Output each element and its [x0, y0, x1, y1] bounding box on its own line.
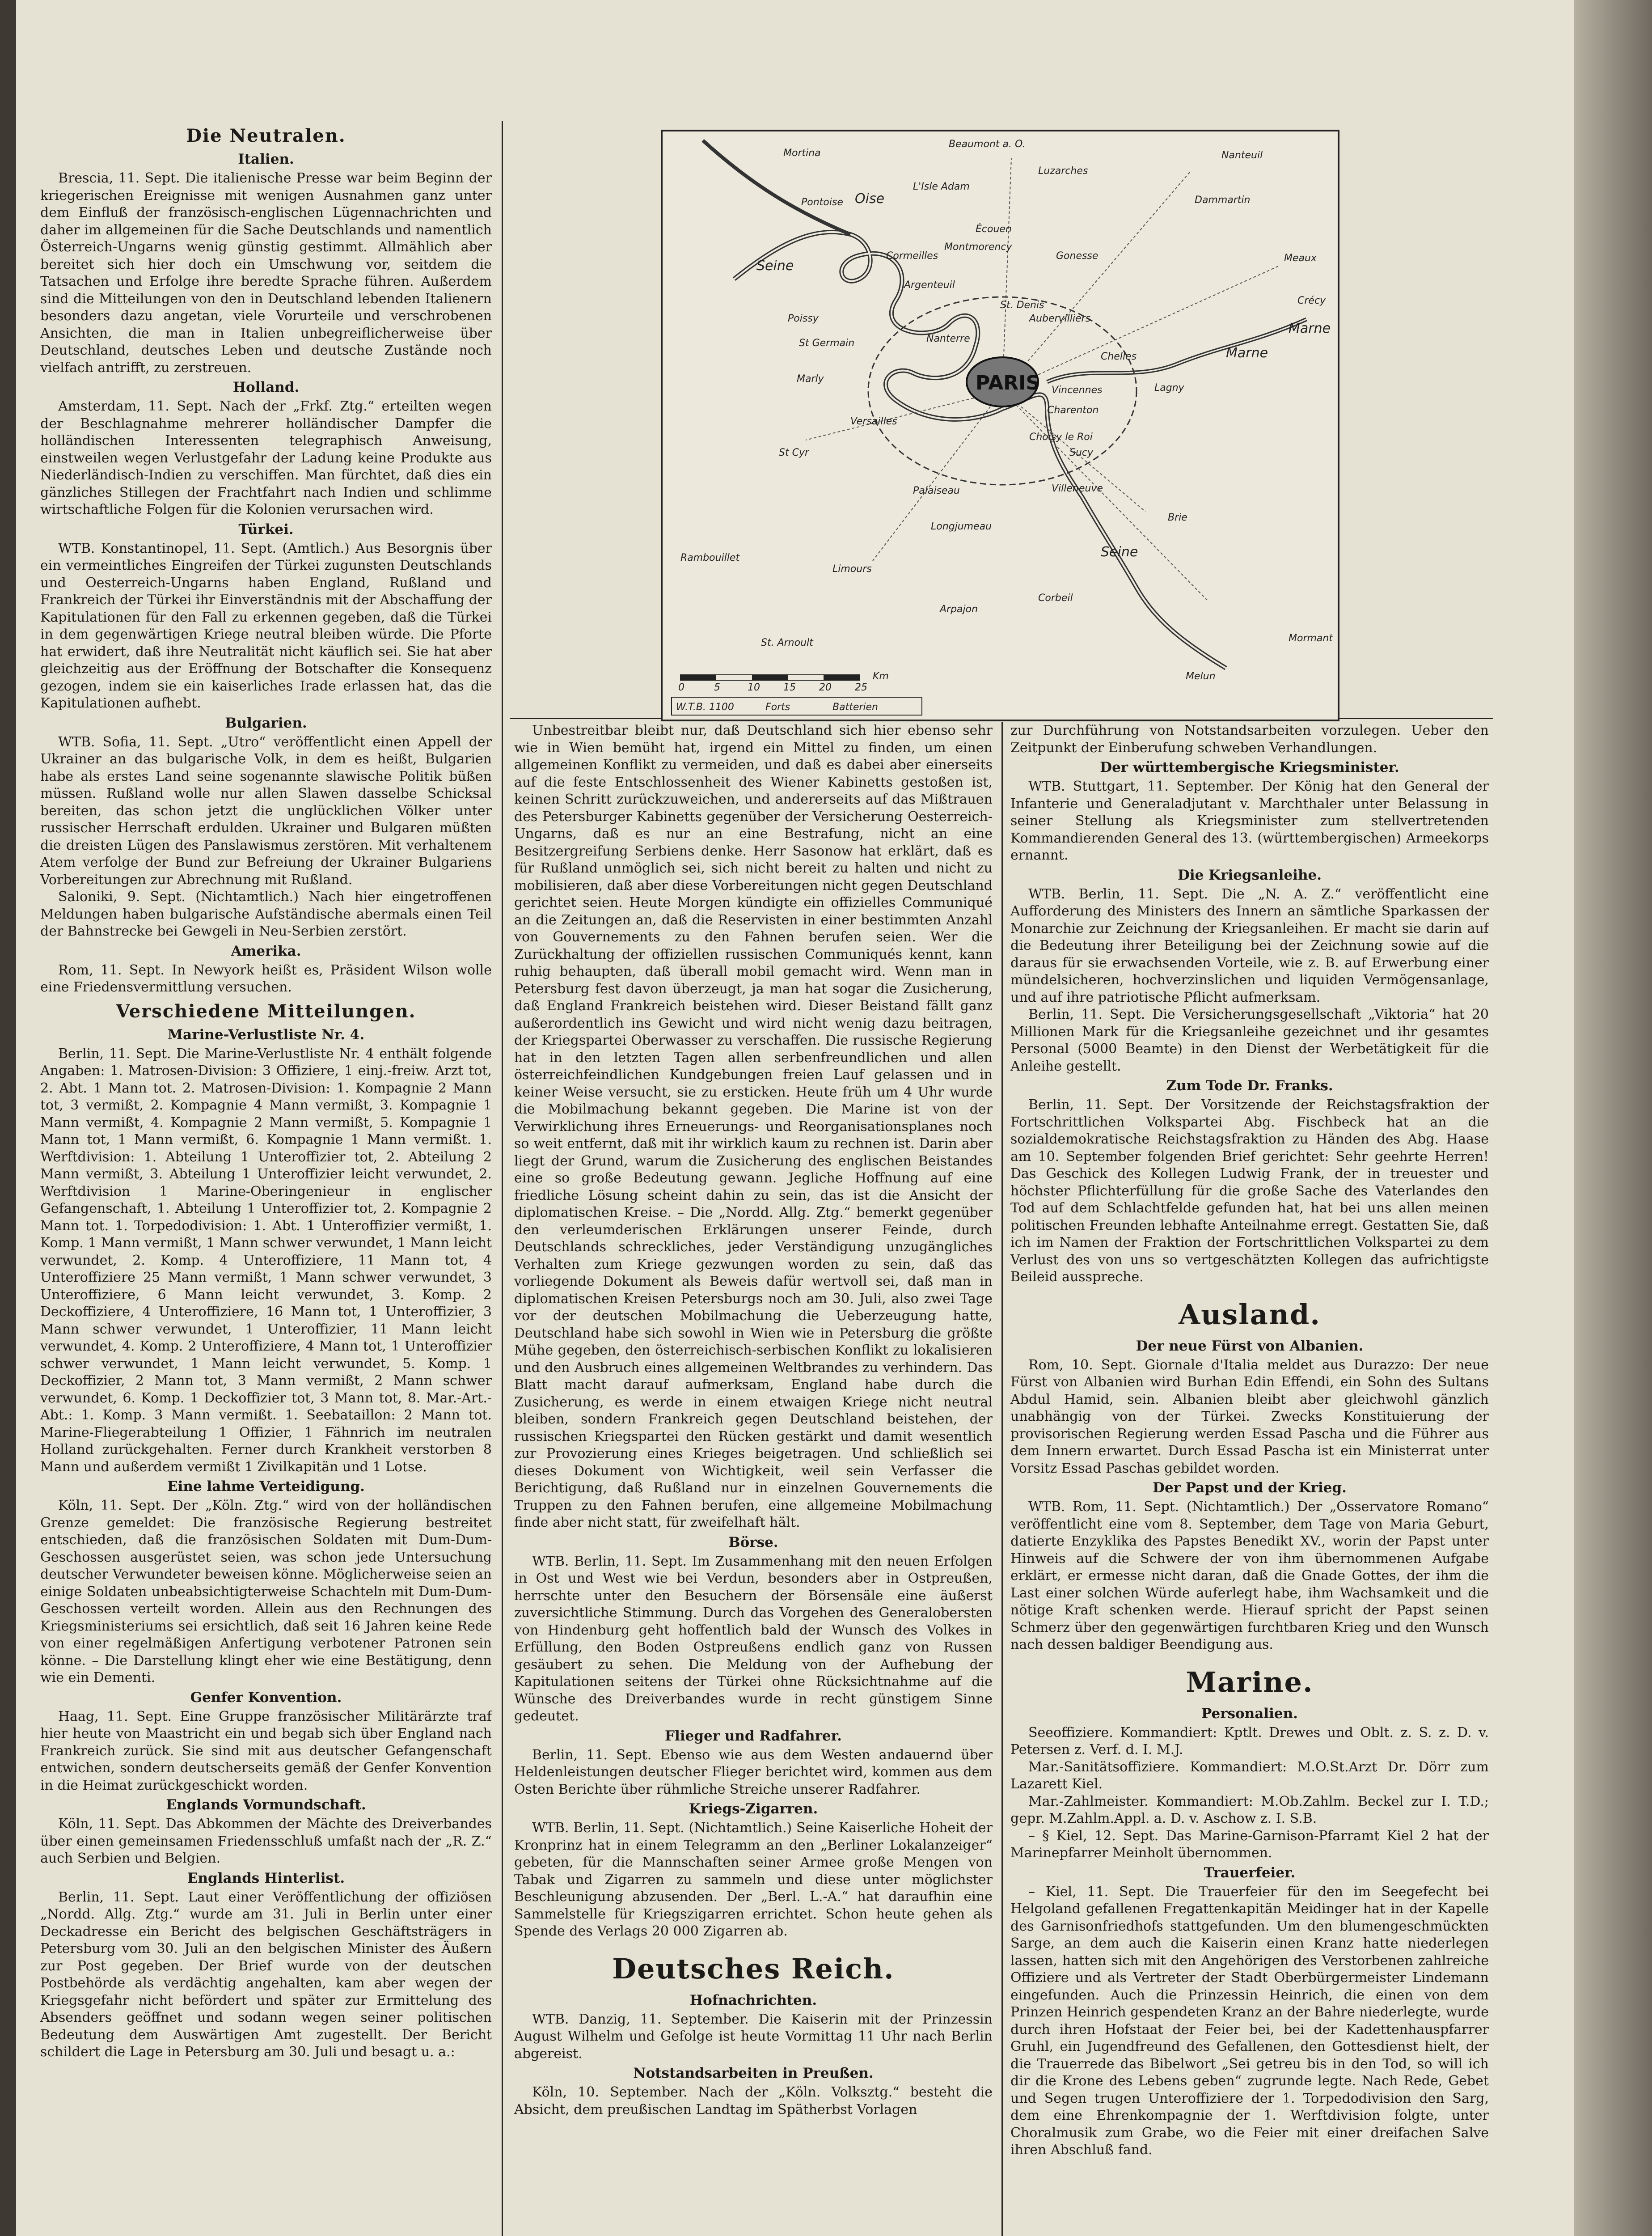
- subheading-italien: Italien.: [238, 151, 294, 167]
- subheading-amerika: Amerika.: [231, 943, 301, 959]
- map-river-label: Marne: [1226, 345, 1268, 361]
- map-place: Argenteuil: [904, 280, 955, 291]
- subheading-hofnachrichten: Hofnachrichten.: [689, 1992, 817, 2008]
- subheading-marine-verlustliste: Marine-Verlustliste Nr. 4.: [167, 1026, 365, 1043]
- map-place: St Germain: [799, 338, 855, 349]
- subheading-kriegsanleihe: Die Kriegsanleihe.: [1177, 867, 1322, 883]
- subheading-bulgarien: Bulgarien.: [225, 715, 307, 731]
- map-place: Lagny: [1154, 382, 1184, 394]
- article-personalien-3: Mar.-Zahlmeister. Kommandiert: M.Ob.Zahlm. Beckel zur I. T.D.; gepr. M.Zahlm.Appl. a. D. v. Aschow z. I. S.B.: [1010, 1793, 1489, 1826]
- map-place: Mortina: [783, 148, 821, 159]
- subheading-albanien: Der neue Fürst von Albanien.: [1136, 1338, 1364, 1354]
- article-papst: WTB. Rom, 11. Sept. (Nichtamtlich.) Der „Osservatore Romano“ veröffentlicht eine vom 8. September, dem Tage von Maria Geburt, datierte Enzyklika des Papstes Benedikt XV., worin der Papst unter Hinweis auf die Schwere der von ihm übernommenen Aufgabe erklärt, er ermesse nicht daran, daß die Gnade Gottes, der ihm die Last einer solchen Würde auferlegt habe, ihm Wachsamkeit und die nötige Kraft schenken werde. Hierauf spricht der Papst seinen Schmerz über den gegenwärtigen furchtbaren Krieg und den Wunsch nach dessen baldiger Beendigung aus.: [1010, 1499, 1489, 1652]
- map-legend: [672, 697, 922, 715]
- map-label-paris: PARIS: [976, 372, 1040, 394]
- map-place: Crécy: [1297, 295, 1326, 306]
- roads: [806, 158, 1280, 601]
- section-heading-neutralen: Die Neutralen.: [186, 125, 346, 146]
- article-bulgarien: WTB. Sofia, 11. Sept. „Utro“ veröffentlicht einen Appell der Ukrainer an das bulgarische Volk, in dem es heißt, Bulgarien habe als erstes Land seine sogenannte slawische Politik büßen müssen. Rußland wolle nur allen Slawen dasselbe Schicksal bereiten, das schon jetzt die unglücklichen Völker unter russischer Herrschaft erdulden. Ukrainer und Bulgaren müßten die dreisten Lügen des Panslawismus zerstören. Mit verhaltenem Atem verfolge der Bund zur Befreiung der Ukrainer Bulgariens Vorbereitungen zur Abrechnung mit Rußland.: [40, 734, 492, 888]
- article-kriegs-zigarren: WTB. Berlin, 11. Sept. (Nichtamtlich.) Seine Kaiserliche Hoheit der Kronprinz hat in einem Telegramm an den „Berliner Lokalanzeiger“ gebeten, für die Mannschaften seiner Armee große Mengen von Tabak und Zigarren zu sammeln und diese unter möglichster Beschleunigung abzusenden. Der „Berl. L.-A.“ hat daraufhin eine Sammelstelle für Kriegszigarren errichtet. Schon heute gehen als Spende des Verlags 20 000 Zigarren ab.: [514, 1820, 993, 1939]
- subheading-papst: Der Papst und der Krieg.: [1153, 1480, 1347, 1496]
- map-place: St. Denis: [1000, 300, 1044, 311]
- map-place: Aubervilliers: [1029, 313, 1091, 324]
- scale-tick: 25: [855, 682, 867, 693]
- map-credit: W.T.B. 1100: [676, 702, 734, 713]
- subheading-boerse: Börse.: [728, 1534, 778, 1550]
- scale-tick: 5: [714, 682, 720, 693]
- subheading-notstandsarbeiten: Notstandsarbeiten in Preußen.: [633, 2065, 874, 2081]
- map-place: Longjumeau: [931, 521, 992, 532]
- subheading-kriegs-zigarren: Kriegs-Zigarren.: [689, 1801, 818, 1817]
- article-trauerfeier: – Kiel, 11. Sept. Die Trauerfeier für den im Seegefecht bei Helgoland gefallenen Fregattenkapitän Meidinger hat in der Kapelle des Garnisonfriedhofs stattgefunden. Um den blumengeschmückten Sarge, an dem auch die Kaiserin einen Kranz hatte niederlegen lassen, hatten sich mit den Angehörigen des Verstorbenen zahlreiche Offiziere und als Vertreter der Stadt Oberbürgermeister Lindemann eingefunden. Auch die Prinzessin Heinrich, die einen von dem Prinzen Heinrich gespendeten Kranz an der Bahre niederlegte, wurde durch ihren Hofstaat der Feier bei, bei der Kadettenhauspfarrer Gruhl, ein Jugendfreund des Gefallenen, den Gottesdienst hielt, der die Trauerrede das Bibelwort „Sei getreu bis in den Tod, so will ich dir die Krone des Lebens geben“ zugrunde legte. Nach Rede, Gebet und Segen trugen Unteroffiziere der 1. Torpedodivision den Sarg, dem eine Ehrenkompagnie der 1. Werftdivision folgte, unter Choralmusik zum Grabe, wo die Feier mit einer dreifachen Salve ihren Abschluß fand.: [1010, 1884, 1489, 2158]
- map-river-label: Oise: [855, 191, 885, 207]
- map-place: Rambouillet: [680, 552, 740, 563]
- scale-tick: 10: [748, 682, 760, 693]
- subheading-personalien: Personalien.: [1201, 1705, 1298, 1722]
- article-notstandsarbeiten-cont: zur Durchführung von Notstandsarbeiten vorzulegen. Ueber den Zeitpunkt der Einberufung schweben Verhandlungen.: [1010, 723, 1489, 756]
- subheading-kriegsminister: Der württembergische Kriegsminister.: [1100, 759, 1399, 775]
- scale-tick: 15: [783, 682, 796, 693]
- map-place: Marly: [797, 373, 824, 385]
- subheading-tuerkei: Türkei.: [238, 521, 294, 538]
- legend-forts: Forts: [765, 702, 790, 713]
- map-place: Mormant: [1289, 633, 1333, 644]
- map-place: Nanteuil: [1221, 150, 1263, 161]
- map-place: Meaux: [1284, 253, 1317, 264]
- scale-unit: Km: [873, 671, 889, 682]
- article-pfarramt: – § Kiel, 12. Sept. Das Marine-Garnison-Pfarramt Kiel 2 hat der Marinepfarrer Meinholt übernommen.: [1010, 1828, 1489, 1861]
- right-column: [1010, 722, 1489, 2236]
- middle-column: [514, 722, 993, 2236]
- article-marine-verlustliste: Berlin, 11. Sept. Die Marine-Verlustliste Nr. 4 enthält folgende Angaben: 1. Matrosen-Division: 3 Offiziere, 1 einj.-freiw. Arzt tot, 2. Abt. 1 Mann tot. 2. Matrosen-Division: 1. Kompagnie 2 Mann tot, 3 vermißt, 2. Kompagnie 4 Mann vermißt, 3. Kompagnie 1 Mann vermißt, 4. Kompagnie 2 Mann vermißt, 5. Kompagnie 1 Mann tot, 1 Mann vermißt, 6. Kompagnie 1 Mann vermißt. 1. Werftdivision: 1. Abteilung 1 Unteroffizier tot, 2. Abteilung 2 Mann vermißt, 3. Abteilung 1 Unteroffizier leicht verwundet, 2. Werftdivision 1 Marine-Oberingenieur in englischer Gefangenschaft, 1. Abteilung 1 Unteroffizier tot, 2. Kompagnie 2 Mann tot. 1. Torpedodivision: 1. Abt. 1 Unteroffizier vermißt, 1. Komp. 1 Mann vermißt, 1 Mann schwer verwundet, 1 Mann leicht verwundet, 2. Komp. 4 Unteroffiziere, 11 Mann tot, 4 Unteroffiziere 25 Mann vermißt, 1 Mann schwer verwundet, 3 Unteroffiziere, 6 Mann leicht verwundet, 3. Komp. 2 Deckoffiziere, 4 Unteroffiziere, 16 Mann tot, 1 Unteroffizier, 3 Mann schwer verwundet, 1 Unteroffizier, 11 Mann leicht verwundet, 4. Komp. 2 Unteroffiziere, 4 Mann tot, 1 Unteroffizier schwer verwundet, 1 Mann leicht verwundet, 5. Komp. 1 Deckoffizier, 2 Mann tot, 3 Mann vermißt, 2 Mann schwer verwundet, 6. Komp. 1 Deckoffizier tot, 3 Mann tot, 8. Mar.-Art.-Abt.: 1. Komp. 3 Mann vermißt. 1. Seebataillon: 2 Mann tot. Marine-Fliegerabteilung 1 Offizier, 1 Fähnrich im neutralen Holland zurückgehalten. Ferner durch Krankheit verstorben 8 Mann und außerdem vermißt 1 Zivilkapitän und 1 Lotse.: [40, 1046, 492, 1475]
- binding-edge: [0, 0, 16, 2236]
- section-heading-ausland: Ausland.: [1179, 1298, 1321, 1331]
- article-personalien-1: Seeoffiziere. Kommandiert: Kptlt. Drewes und Oblt. z. S. z. D. v. Petersen z. Verf. d. I. M.J.: [1010, 1724, 1489, 1757]
- map-place: Villeneuve: [1052, 483, 1103, 494]
- section-heading-deutsches-reich: Deutsches Reich.: [612, 1952, 895, 1985]
- article-personalien-2: Mar.-Sanitätsoffiziere. Kommandiert: M.O.St.Arzt Dr. Dörr zum Lazarett Kiel.: [1010, 1759, 1489, 1792]
- article-hofnachrichten: WTB. Danzig, 11. September. Die Kaiserin mit der Prinzessin August Wilhelm und Gefolge ist heute Vormittag 11 Uhr nach Berlin abgereist.: [514, 2011, 993, 2062]
- map-place: Beaumont a. O.: [949, 139, 1026, 150]
- map-place: L'Isle Adam: [913, 181, 970, 192]
- article-holland: Amsterdam, 11. Sept. Nach der „Frkf. Ztg.“ erteilten wegen der Beschlagnahme mehrerer holländischer Dampfer die holländischen Interessenten telegraphisch Anweisung, einstweilen wegen Verlustgefahr der Ladung keine Produkte aus Niederländisch-Indien zu verschiffen. Man fürchtet, daß dies ein gänzliches Stillegen der Frachtfahrt nach Indien und schlimme wirtschaftliche Folgen für die Kolonien verursachen wird.: [40, 398, 492, 517]
- column-rule-left: [502, 121, 503, 2236]
- map-place: Écouen: [976, 224, 1012, 235]
- article-italien: Brescia, 11. Sept. Die italienische Presse war beim Beginn der kriegerischen Ereignisse mit wenigen Ausnahmen ganz unter dem Einfluß der französisch-englischen Lügennachrichten und daher im allgemeinen für die Sache Deutschlands und namentlich Österreich-Ungarns wenig günstig gestimmt. Allmählich aber bereitet sich hier doch ein Umschwung vor, seitdem die Tatsachen und Erfolge ihre beredte Sprache führen. Außerdem sind die Mitteilungen von den in Deutschland lebenden Italienern besonders dazu angetan, viele Vorurteile und verschrobenen Ansichten, die man in Italien unbegreiflicherweise über Deutschland, deutsches Leben und deutsche Zustände noch vielfach antrifft, zu zerstreuen.: [40, 170, 492, 376]
- map-place: Pontoise: [801, 197, 843, 208]
- column-rule-right: [1001, 722, 1003, 2236]
- map-river-label: Seine: [1101, 544, 1138, 560]
- map-place: Gonesse: [1056, 250, 1099, 262]
- scale-tick: 20: [819, 682, 832, 693]
- article-tuerkei: WTB. Konstantinopel, 11. Sept. (Amtlich.) Aus Besorgnis über ein vermeintliches Eingreifen der Türkei zugunsten Deutschlands und Oesterreich-Ungarns haben England, Rußland und Frankreich der Türkei ihr Einverständnis mit der Abschaffung der Kapitulationen für den Fall zu erkennen gegeben, daß die Türkei in dem gegenwärtigen Kriege neutral bleiben würde. Die Pforte hat erwidert, daß ihre Neutralität nicht käuflich sei. Sie hat aber gleichzeitig aus der Eröffnung der Botschafter die Konsequenz gezogen, indem sie ein kaiserliches Irade erlassen hat, das die Kapitulationen aufhebt.: [40, 540, 492, 711]
- map-place: Versailles: [850, 416, 897, 427]
- map-scale-bar: [678, 671, 889, 693]
- map-place: Arpajon: [940, 604, 978, 615]
- map-place: Montmorency: [944, 241, 1012, 253]
- article-flieger: Berlin, 11. Sept. Ebenso wie aus dem Westen andauernd über Heldenleistungen deutscher Flieger berichtet wird, kommen aus dem Osten Berichte über rühmliche Streiche unserer Radfahrer.: [514, 1747, 993, 1797]
- article-notstandsarbeiten: Köln, 10. September. Nach der „Köln. Volksztg.“ besteht die Absicht, dem preußischen Landtag im Spätherbst Vorlagen: [514, 2084, 993, 2117]
- subheading-englands-hinterlist: Englands Hinterlist.: [187, 1870, 345, 1886]
- map-place: Chelles: [1101, 351, 1137, 362]
- article-albanien: Rom, 10. Sept. Giornale d'Italia meldet aus Durazzo: Der neue Fürst von Albanien wird Burhan Edin Effendi, ein Sohn des Sultans Abdul Hamid, sein. Albanien bleibt aber gleichwohl gänzlich unabhängig von der Türkei. Zwecks Konstituierung der provisorischen Regierung werden Essad Pascha und die Führer aus dem Innern erwartet. Durch Essad Pascha ist ein Ministerrat unter Vorsitz Essad Paschas gebildet worden.: [1010, 1357, 1489, 1476]
- subheading-holland: Holland.: [232, 379, 300, 395]
- map-place: Sucy: [1069, 447, 1094, 458]
- article-genfer-konvention: Haag, 11. Sept. Eine Gruppe französischer Militärärzte traf hier heute von Maastricht ein und begab sich über England nach Frankreich zurück. Sie sind mit aus deutscher Gefangenschaft entwichen, sondern deutscherseits gemäß der Genfer Konvention in die Heimat zurückgeschickt worden.: [40, 1708, 492, 1793]
- article-kriegsanleihe: WTB. Berlin, 11. Sept. Die „N. A. Z.“ veröffentlicht eine Aufforderung des Ministers des Innern an sämtliche Sparkassen der Monarchie zur Zeichnung der Kriegsanleihen. Er macht sie darin auf die Bedeutung ihrer Beteiligung bei der Zeichnung sowie auf die daraus für sie erwachsenden Vorteile, wie z. B. auf Erwerbung einer mündelsicheren, hochverzinslichen und liquiden Vermögensanlage, und auf ihre patriotische Pflicht aufmerksam.: [1010, 886, 1489, 1005]
- scale-tick: 0: [678, 682, 684, 693]
- article-amerika: Rom, 11. Sept. In Newyork heißt es, Präsident Wilson wolle eine Friedensvermittlung versuchen.: [40, 962, 492, 995]
- legend-batteries: Batterien: [832, 702, 878, 713]
- map-place: Poissy: [788, 313, 819, 324]
- section-heading-verschiedene: Verschiedene Mitteilungen.: [116, 1000, 416, 1022]
- article-tode-franks: Berlin, 11. Sept. Der Vorsitzende der Reichstagsfraktion der Fortschrittlichen Volkspartei Abg. Fischbeck hat an die sozialdemokratische Reichstagsfraktion zu Händen des Abg. Haase am 10. September folgenden Brief gerichtet: Sehr geehrte Herren! Das Geschick des Kollegen Ludwig Frank, der in treuester und höchster Pflichterfüllung für die große Sache des Vaterlandes den Tod auf dem Schlachtfelde gefunden hat, hat bei uns allen meinen politischen Freunden lebhafte Anteilnahme erregt. Gestatten Sie, daß ich im Namen der Fraktion der Fortschrittlichen Volkspartei zu dem Verlust des von uns so vertgeschätzten Kollegen das aufrichtigste Beileid ausspreche.: [1010, 1097, 1489, 1285]
- map-place: Choisy le Roi: [1029, 432, 1093, 443]
- map-place: Palaiseau: [913, 485, 960, 496]
- article-englands-hinterlist: Berlin, 11. Sept. Laut einer Veröffentlichung der offiziösen „Nordd. Allg. Ztg.“ wurde am 31. Juli in Berlin unter einer Deckadresse ein Bericht des belgischen Geschäftsträgers in Petersburg vom 30. Juli an den belgischen Minister des Äußern zur Post gegeben. Der Brief wurde von der deutschen Postbehörde als verdächtig angehalten, kam aber wegen der Kriegsgefahr nicht befördert und später zur Ermittelung des Absenders geöffnet und sodann wegen seiner politischen Bedeutung dem Auswärtigen Amt zugestellt. Der Bericht schildert die Lage in Petersburg am 30. Juli und besagt u. a.:: [40, 1889, 492, 2060]
- map-river-label: Marne: [1289, 321, 1331, 336]
- map-place: Luzarches: [1038, 165, 1088, 177]
- subheading-tode-franks: Zum Tode Dr. Franks.: [1166, 1078, 1333, 1094]
- map-place: St Cyr: [779, 447, 809, 458]
- map-place: Corbeil: [1038, 593, 1073, 604]
- section-heading-marine: Marine.: [1186, 1665, 1314, 1698]
- map-place: Dammartin: [1195, 195, 1251, 206]
- map-place: Brie: [1168, 512, 1187, 523]
- map-place: Charenton: [1047, 405, 1099, 416]
- map-paris-environs: [661, 130, 1339, 721]
- article-boerse: WTB. Berlin, 11. Sept. Im Zusammenhang mit den neuen Erfolgen in Ost und West wie bei Verdun, besonders aber in Ostpreußen, herrschte unter den Besuchern der Börsensäle eine äußerst zuversichtliche Stimmung. Durch das Vorgehen des Generalobersten von Hindenburg geht hoffentlich bald der Wunsch des Volkes in Erfüllung, den Boden Ostpreußens endlich ganz von Russen gesäubert zu sehen. Die Meldung von der Aufhebung der Kapitulationen seitens der Türkei ohne Rücksichtnahme auf die Wünsche des Dreiverbandes wurde in recht günstigem Sinne gedeutet.: [514, 1553, 993, 1724]
- article-viktoria: Berlin, 11. Sept. Die Versicherungsgesellschaft „Viktoria“ hat 20 Millionen Mark für die Kriegsanleihe gezeichnet und ihr gesamtes Personal (5000 Beamte) in den Dienst der Werbetätigkeit für die Anleihe gestellt.: [1010, 1007, 1489, 1074]
- article-kriegsminister: WTB. Stuttgart, 11. September. Der König hat den General der Infanterie und Generaladjutant v. Marchthaler unter Belassung in seiner Stellung als Kriegsminister zum stellvertretenden Kommandierenden General des 13. (württembergischen) Armeekorps ernannt.: [1010, 779, 1489, 863]
- map-place: Melun: [1186, 671, 1216, 682]
- map-drawing: [663, 131, 1338, 720]
- left-column: [40, 121, 492, 2236]
- map-place: Limours: [832, 563, 872, 575]
- subheading-genfer-konvention: Genfer Konvention.: [190, 1689, 342, 1706]
- article-englands-vormundschaft: Köln, 11. Sept. Das Abkommen der Mächte des Dreiverbandes über einen gemeinsamen Friedensschluß umfaßt nach der „R. Z.“ auch Serbien und Belgien.: [40, 1816, 492, 1866]
- map-place: St. Arnoult: [761, 637, 813, 648]
- article-lahme-verteidigung: Köln, 11. Sept. Der „Köln. Ztg.“ wird von der holländischen Grenze gemeldet: Die französische Regierung bestreitet entschieden, daß die französischen Soldaten mit Dum-Dum-Geschossen ausgerüstet seien, was schon jede Untersuchung deutscher Verwundeter beweisen könne. Möglicherweise seien an einige Soldaten unbeabsichtigterweise Schachteln mit Dum-Dum-Geschossen verteilt worden. Allein aus den Rechnungen des Kriegsministeriums sei ersichtlich, daß seit 16 Jahren keine Rede von einer regelmäßigen Anfertigung verbotener Patronen sein könne. – Die Darstellung klingt eher wie eine Bestätigung, denn wie ein Dementi.: [40, 1498, 492, 1685]
- article-saloniki: Saloniki, 9. Sept. (Nichtamtlich.) Nach hier eingetroffenen Meldungen haben bulgarische Aufständische abermals einen Teil der Bahnstrecke bei Gewgeli in Neu-Serbien zerstört.: [40, 889, 492, 939]
- book-edge: [1574, 0, 1652, 2236]
- subheading-trauerfeier: Trauerfeier.: [1204, 1864, 1296, 1881]
- map-place: Cormeilles: [886, 250, 938, 262]
- subheading-englands-vormundschaft: Englands Vormundschaft.: [166, 1797, 366, 1813]
- river-oise: [703, 140, 850, 234]
- subheading-flieger: Flieger und Radfahrer.: [665, 1728, 842, 1744]
- map-place: Vincennes: [1052, 385, 1103, 396]
- article-russland-bericht: Unbestreitbar bleibt nur, daß Deutschland sich hier ebenso sehr wie in Wien bemüht hat, irgend ein Mittel zu finden, um einen allgemeinen Konflikt zu vermeiden, und daß es dabei aber einerseits auf die feste Entschlossenheit des Wiener Kabinetts gestoßen ist, keinen Schritt zurückzuweichen, und andererseits auf das Mißtrauen des Petersburger Kabinetts gegenüber der Versicherung Oesterreich-Ungarns, daß es nur an eine Bestrafung, nicht an eine Besitzergreifung Serbiens denke. Herr Sasonow hat erklärt, daß es für Rußland unmöglich sei, sich nicht bereit zu halten und nicht zu mobilisieren, daß aber diese Vorbereitungen nicht gegen Deutschland gerichtet seien. Heute Morgen kündigte ein offizielles Communiqué an die Zeitungen an, daß die Reservisten in einer bestimmten Anzahl von Gouvernements zu den Fahnen berufen seien. Wer die Zurückhaltung der offiziellen russischen Communiqués kennt, kann ruhig behaupten, daß überall mobil gemacht wird. Wenn man in Petersburg fest davon überzeugt, ja man hat sogar die Zusicherung, daß England Frankreich beistehen wird. Dieser Beistand fällt ganz außerordentlich ins Gewicht und wird nicht wenig dazu beitragen, der Kriegspartei Oberwasser zu verschaffen. Die russische Regierung hat in den letzten Tagen allen serbenfreundlichen und allen österreichfeindlichen Kundgebungen freien Lauf gelassen und in keiner Weise versucht, sie zu ersticken. Heute früh um 4 Uhr wurde die Mobilmachung bekannt gegeben. Die Marine ist von der Verwirklichung ihres Erneuerungs- und Reorganisationsplanes noch so weit entfernt, daß mit ihr wirklich kaum zu rechnen ist. Darin aber liegt der Grund, warum die Zusicherung des englischen Beistandes eine so große Bedeutung gewann. Jegliche Hoffnung auf eine friedliche Lösung scheint dahin zu sein, das ist die Ansicht der diplomatischen Kreise. – Die „Nordd. Allg. Ztg.“ bemerkt gegenüber den verleumderischen Erklärungen unserer Feinde, durch Deutschlands schreckliches, jeder Verständigung unzugängliches Verhalten zum Kriege gezwungen worden zu sein, daß das vorliegende Dokument als Beweis dafür wertvoll sei, daß man in diplomatischen Kreisen Petersburgs noch am 30. Juli, also zwei Tage vor der deutschen Mobilmachung die Ueberzeugung hatte, Deutschland habe sich sowohl in Wien wie in Petersburg die größte Mühe gegeben, den österreichisch-serbischen Konflikt zu lokalisieren und den Ausbruch eines allgemeinen Weltbrandes zu verhindern. Das Blatt macht darauf aufmerksam, England habe durch die Zusicherung, es werde in einem etwaigen Kriege nicht neutral bleiben, sondern Frankreich gegen Deutschland beistehen, der russischen Kriegspartei den Rücken gestärkt und damit wesentlich zur Provozierung eines Krieges beigetragen. Und schließlich sei dieses Dokument von Wichtigkeit, weil sein Verfasser die Berichtigung, daß Rußland nur in einzelnen Gouvernements die Truppen zu den Fahnen berufen, eine allgemeine Mobilmachung finde aber nicht statt, für zweifelhaft hält.: [514, 723, 993, 1530]
- map-place: Nanterre: [926, 333, 970, 344]
- subheading-lahme-verteidigung: Eine lahme Verteidigung.: [167, 1478, 365, 1495]
- map-river-label: Seine: [756, 258, 794, 274]
